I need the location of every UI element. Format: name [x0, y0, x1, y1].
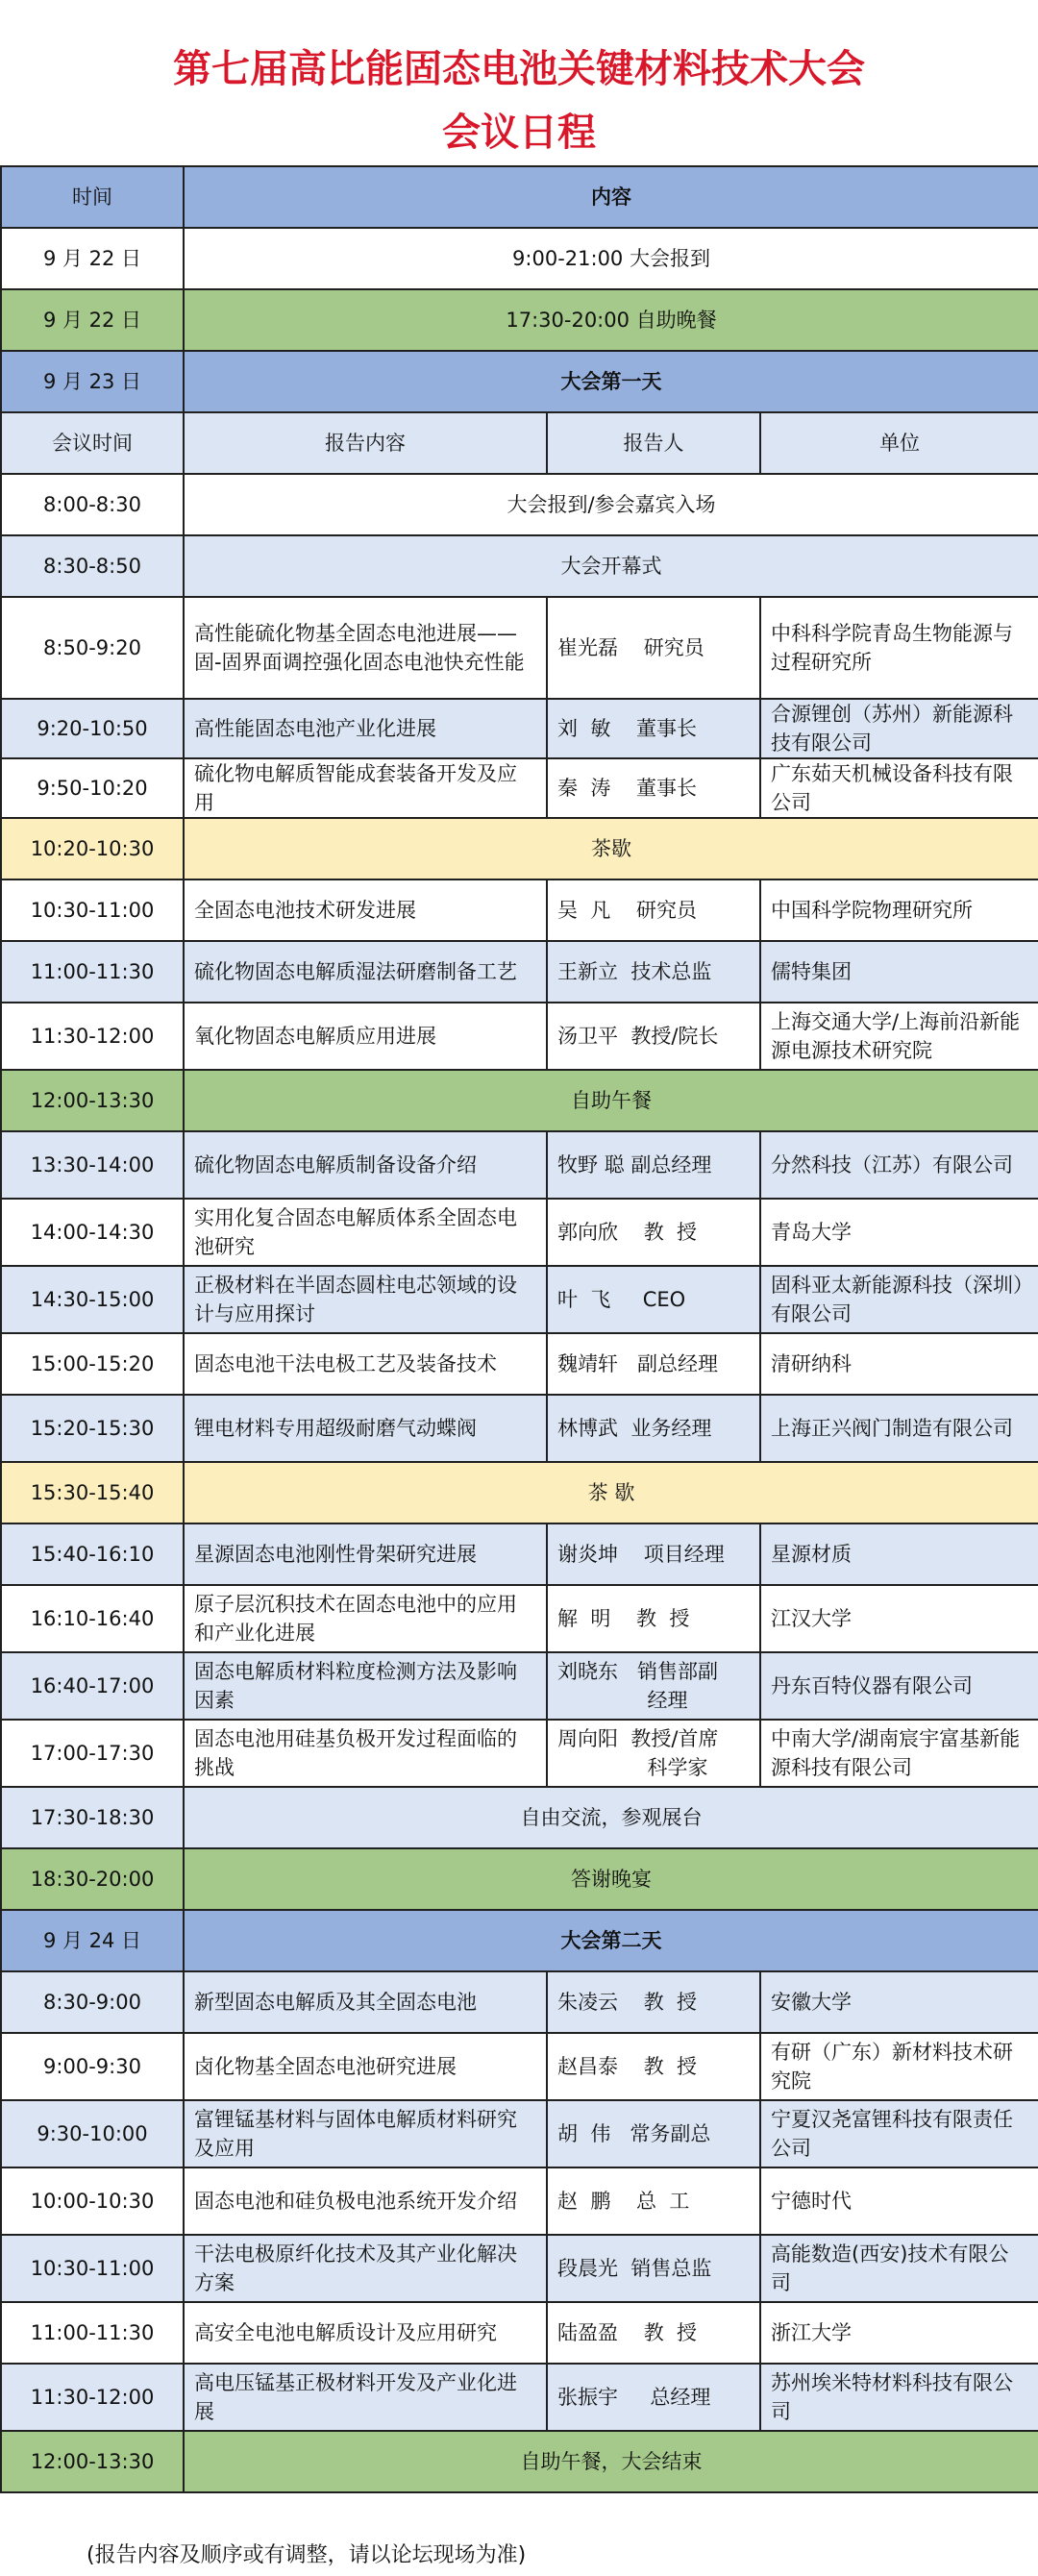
talk-org: 青岛大学: [760, 1199, 1038, 1266]
talk-speaker: 周向阳 教授/首席 科学家: [547, 1720, 760, 1787]
talk-time: 15:40-16:10: [1, 1523, 184, 1585]
talk-org: 固科亚太新能源科技（深圳）有限公司: [760, 1266, 1038, 1333]
banquet-row: [1, 1848, 1038, 1910]
row-time: 12:00-13:30: [1, 1070, 184, 1131]
talk-topic: 富锂锰基材料与固体电解质材料研究及应用: [184, 2100, 547, 2167]
talk-org: 上海交通大学/上海前沿新能源电源技术研究院: [760, 1003, 1038, 1070]
row-time: 8:30-8:50: [1, 535, 184, 597]
talk-row: [1, 2033, 1038, 2100]
row-content: 9:00-21:00 大会报到: [184, 228, 1038, 289]
talk-time: 16:10-16:40: [1, 1585, 184, 1652]
row-content: 茶歇: [184, 818, 1038, 879]
talk-org: 苏州埃米特材料科技有限公司: [760, 2364, 1038, 2431]
tea-break-row: [1, 818, 1038, 879]
talk-speaker: 刘 敏 董事长: [547, 699, 760, 758]
row-time: 12:00-13:30: [1, 2431, 184, 2492]
exchange-row: [1, 1787, 1038, 1848]
row-content: 自助午餐，大会结束: [184, 2431, 1038, 2492]
talk-speaker: 秦 涛 董事长: [547, 758, 760, 818]
talk-time: 8:50-9:20: [1, 597, 184, 699]
day1-date: 9 月 23 日: [1, 351, 184, 412]
talk-topic: 固态电解质材料粒度检测方法及影响因素: [184, 1652, 547, 1720]
talk-topic: 固态电池干法电极工艺及装备技术: [184, 1333, 547, 1395]
talk-time: 9:00-9:30: [1, 2033, 184, 2100]
talk-time: 11:30-12:00: [1, 1003, 184, 1070]
talk-org: 安徽大学: [760, 1971, 1038, 2033]
row-content: 茶 歇: [184, 1462, 1038, 1523]
day2-title: 大会第二天: [184, 1910, 1038, 1971]
row-time: 15:30-15:40: [1, 1462, 184, 1523]
talk-topic: 高性能硫化物基全固态电池进展——固-固界面调控强化固态电池快充性能: [184, 597, 547, 699]
talk-time: 11:30-12:00: [1, 2364, 184, 2431]
talk-speaker: 牧野 聪 副总经理: [547, 1131, 760, 1199]
talk-org: 星源材质: [760, 1523, 1038, 1585]
talk-row: [1, 2235, 1038, 2302]
talk-time: 10:30-11:00: [1, 2235, 184, 2302]
talk-time: 9:30-10:00: [1, 2100, 184, 2167]
talk-row: [1, 2364, 1038, 2431]
talk-org: 分然科技（江苏）有限公司: [760, 1131, 1038, 1199]
talk-topic: 固态电池和硅负极电池系统开发介绍: [184, 2167, 547, 2235]
talk-topic: 固态电池用硅基负极开发过程面临的挑战: [184, 1720, 547, 1787]
talk-org: 合源锂创（苏州）新能源科技有限公司: [760, 699, 1038, 758]
talk-org: 丹东百特仪器有限公司: [760, 1652, 1038, 1720]
talk-topic: 卤化物基全固态电池研究进展: [184, 2033, 547, 2100]
talk-org: 中科科学院青岛生物能源与过程研究所: [760, 597, 1038, 699]
talk-time: 9:50-10:20: [1, 758, 184, 818]
talk-topic: 星源固态电池刚性骨架研究进展: [184, 1523, 547, 1585]
talk-speaker: 刘晓东 销售部副 经理: [547, 1652, 760, 1720]
col-header-org: 单位: [760, 412, 1038, 474]
talk-speaker: 叶 飞 CEO: [547, 1266, 760, 1333]
talk-time: 10:30-11:00: [1, 879, 184, 941]
talk-org: 宁德时代: [760, 2167, 1038, 2235]
talk-org: 浙江大学: [760, 2302, 1038, 2364]
talk-topic: 锂电材料专用超级耐磨气动蝶阀: [184, 1395, 547, 1462]
talk-speaker: 林博武 业务经理: [547, 1395, 760, 1462]
row-content: 大会开幕式: [184, 535, 1038, 597]
talk-time: 16:40-17:00: [1, 1652, 184, 1720]
talk-org: 宁夏汉尧富锂科技有限责任公司: [760, 2100, 1038, 2167]
talk-row: [1, 941, 1038, 1003]
talk-topic: 原子层沉积技术在固态电池中的应用和产业化进展: [184, 1585, 547, 1652]
talk-speaker: 朱凌云 教 授: [547, 1971, 760, 2033]
talk-time: 17:00-17:30: [1, 1720, 184, 1787]
talk-time: 11:00-11:30: [1, 2302, 184, 2364]
talk-speaker: 赵 鹏 总 工: [547, 2167, 760, 2235]
talk-row: [1, 2302, 1038, 2364]
talk-topic: 正极材料在半固态圆柱电芯领域的设计与应用探讨: [184, 1266, 547, 1333]
row-content: 答谢晚宴: [184, 1848, 1038, 1910]
talk-speaker: 谢炎坤 项目经理: [547, 1523, 760, 1585]
talk-row: [1, 1266, 1038, 1333]
header-row: [1, 166, 1038, 228]
row-content: 大会报到/参会嘉宾入场: [184, 474, 1038, 535]
talk-row: [1, 879, 1038, 941]
talk-row: [1, 2100, 1038, 2167]
talk-org: 清研纳科: [760, 1333, 1038, 1395]
row-time: 18:30-20:00: [1, 1848, 184, 1910]
talk-topic: 硫化物固态电解质制备设备介绍: [184, 1131, 547, 1199]
talk-row: [1, 597, 1038, 699]
talk-topic: 新型固态电解质及其全固态电池: [184, 1971, 547, 2033]
page-subtitle: 会议日程: [442, 111, 596, 155]
checkin-row: [1, 474, 1038, 535]
talk-topic: 实用化复合固态电解质体系全固态电池研究: [184, 1199, 547, 1266]
talk-row: [1, 1971, 1038, 2033]
tea-break-row: [1, 1462, 1038, 1523]
talk-row: [1, 1720, 1038, 1787]
day2-date: 9 月 24 日: [1, 1910, 184, 1971]
talk-speaker: 胡 伟 常务副总: [547, 2100, 760, 2167]
talk-org: 广东茹天机械设备科技有限公司: [760, 758, 1038, 818]
talk-speaker: 解 明 教 授: [547, 1585, 760, 1652]
row-time: 8:00-8:30: [1, 474, 184, 535]
talk-time: 8:30-9:00: [1, 1971, 184, 2033]
footnote: (报告内容及顺序或有调整，请以论坛现场为准): [86, 2543, 527, 2567]
talk-org: 有研（广东）新材料技术研究院: [760, 2033, 1038, 2100]
column-header-row: [1, 412, 1038, 474]
talk-speaker: 张振宇 总经理: [547, 2364, 760, 2431]
talk-topic: 全固态电池技术研发进展: [184, 879, 547, 941]
talk-row: [1, 1199, 1038, 1266]
talk-row: [1, 1523, 1038, 1585]
talk-row: [1, 1652, 1038, 1720]
arrival-row: [1, 228, 1038, 289]
row-time: 17:30-18:30: [1, 1787, 184, 1848]
talk-topic: 高安全电池电解质设计及应用研究: [184, 2302, 547, 2364]
page-title: 第七届高比能固态电池关键材料技术大会: [173, 47, 865, 91]
talk-speaker: 王新立 技术总监: [547, 941, 760, 1003]
talk-org: 中国科学院物理研究所: [760, 879, 1038, 941]
col-header-topic: 报告内容: [184, 412, 547, 474]
talk-topic: 硫化物固态电解质湿法研磨制备工艺: [184, 941, 547, 1003]
talk-time: 13:30-14:00: [1, 1131, 184, 1199]
talk-topic: 氧化物固态电解质应用进展: [184, 1003, 547, 1070]
talk-row: [1, 2167, 1038, 2235]
talk-row: [1, 1395, 1038, 1462]
talk-speaker: 陆盈盈 教 授: [547, 2302, 760, 2364]
talk-time: 9:20-10:50: [1, 699, 184, 758]
talk-time: 14:00-14:30: [1, 1199, 184, 1266]
talk-org: 儒特集团: [760, 941, 1038, 1003]
talk-row: [1, 699, 1038, 758]
schedule-table: [0, 165, 1038, 2493]
talk-org: 上海正兴阀门制造有限公司: [760, 1395, 1038, 1462]
talk-speaker: 崔光磊 研究员: [547, 597, 760, 699]
talk-org: 高能数造(西安)技术有限公司: [760, 2235, 1038, 2302]
opening-row: [1, 535, 1038, 597]
header-time: 时间: [1, 166, 184, 228]
row-content: 17:30-20:00 自助晚餐: [184, 289, 1038, 351]
talk-row: [1, 1585, 1038, 1652]
dinner-row: [1, 289, 1038, 351]
row-time: 9 月 22 日: [1, 228, 184, 289]
header-content: 内容: [184, 166, 1038, 228]
talk-speaker: 郭向欣 教 授: [547, 1199, 760, 1266]
talk-time: 14:30-15:00: [1, 1266, 184, 1333]
talk-speaker: 赵昌泰 教 授: [547, 2033, 760, 2100]
lunch-row: [1, 1070, 1038, 1131]
day1-header-row: [1, 351, 1038, 412]
row-content: 自由交流，参观展台: [184, 1787, 1038, 1848]
talk-time: 10:00-10:30: [1, 2167, 184, 2235]
talk-time: 15:20-15:30: [1, 1395, 184, 1462]
closing-row: [1, 2431, 1038, 2492]
talk-row: [1, 1333, 1038, 1395]
row-content: 自助午餐: [184, 1070, 1038, 1131]
talk-topic: 高性能固态电池产业化进展: [184, 699, 547, 758]
talk-row: [1, 1003, 1038, 1070]
talk-row: [1, 1131, 1038, 1199]
talk-topic: 干法电极原纤化技术及其产业化解决方案: [184, 2235, 547, 2302]
schedule-body: [1, 166, 1038, 2492]
col-header-speaker: 报告人: [547, 412, 760, 474]
day2-header-row: [1, 1910, 1038, 1971]
talk-topic: 硫化物电解质智能成套装备开发及应用: [184, 758, 547, 818]
talk-row: [1, 758, 1038, 818]
talk-org: 江汉大学: [760, 1585, 1038, 1652]
talk-speaker: 吴 凡 研究员: [547, 879, 760, 941]
col-header-time: 会议时间: [1, 412, 184, 474]
row-time: 9 月 22 日: [1, 289, 184, 351]
row-time: 10:20-10:30: [1, 818, 184, 879]
talk-speaker: 段晨光 销售总监: [547, 2235, 760, 2302]
talk-speaker: 汤卫平 教授/院长: [547, 1003, 760, 1070]
talk-org: 中南大学/湖南宸宇富基新能源科技有限公司: [760, 1720, 1038, 1787]
talk-time: 11:00-11:30: [1, 941, 184, 1003]
talk-time: 15:00-15:20: [1, 1333, 184, 1395]
day1-title: 大会第一天: [184, 351, 1038, 412]
talk-speaker: 魏靖轩 副总经理: [547, 1333, 760, 1395]
talk-topic: 高电压锰基正极材料开发及产业化进展: [184, 2364, 547, 2431]
